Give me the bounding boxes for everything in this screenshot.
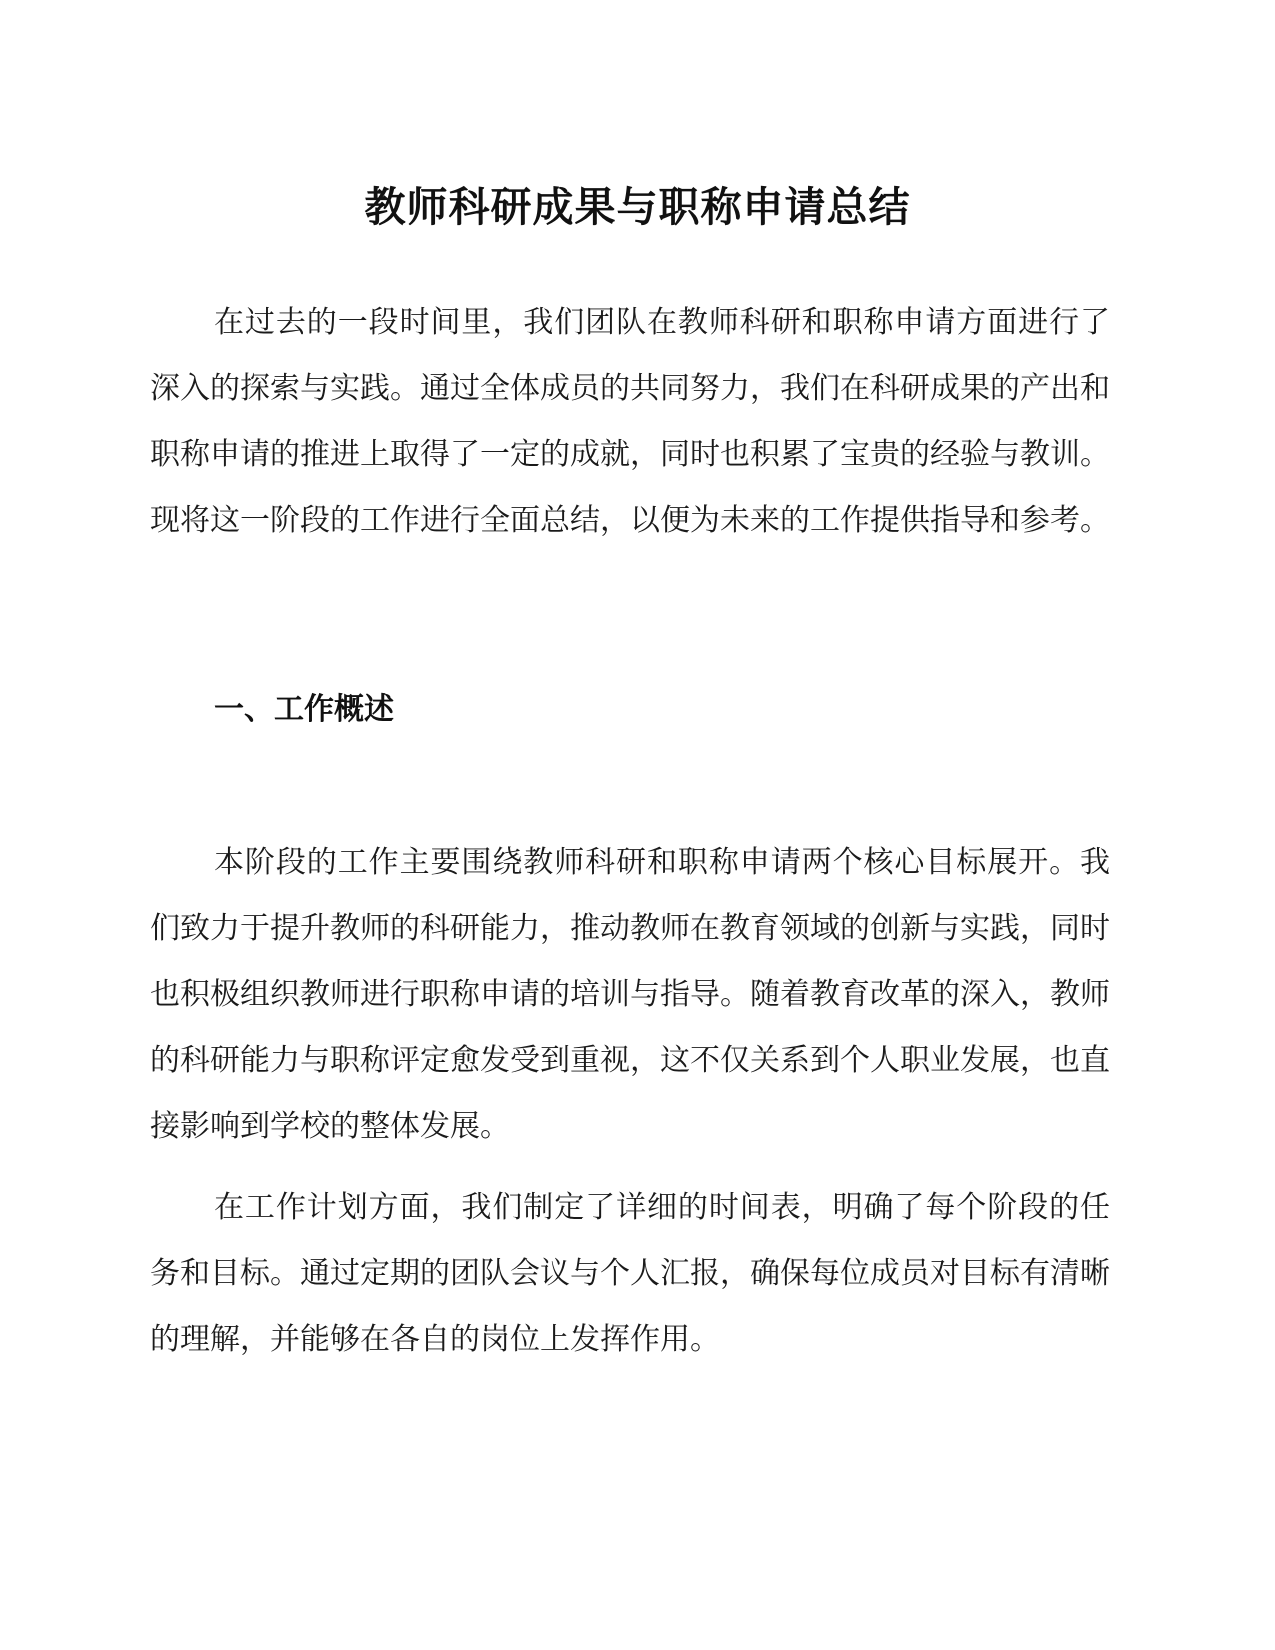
document-title: 教师科研成果与职称申请总结 bbox=[364, 183, 911, 232]
intro-paragraph: 在过去的一段时间里，我们团队在教师科研和职称申请方面进行了深入的探索与实践。通过全体成员的共同努力，我们在科研成果的产出和职称申请的推进上取得了一定的成就，同时也积累了宝贵的经验与教训。现将这一阶段的工作进行全面总结，以便为未来的工作提供指导和参考。 bbox=[150, 305, 1110, 538]
section-heading: 一、工作概述 bbox=[214, 692, 394, 727]
overview-paragraph: 本阶段的工作主要围绕教师科研和职称申请两个核心目标展开。我们致力于提升教师的科研能力，推动教师在教育领域的创新与实践，同时也积极组织教师进行职称申请的培训与指导。随着教育改革的深入，教师的科研能力与职称评定愈发受到重视，这不仅关系到个人职业发展，也直接影响到学校的整体发展。 bbox=[150, 845, 1110, 1144]
plan-paragraph: 在工作计划方面，我们制定了详细的时间表，明确了每个阶段的任务和目标。通过定期的团队会议与个人汇报，确保每位成员对目标有清晰的理解，并能够在各自的岗位上发挥作用。 bbox=[150, 1190, 1110, 1357]
